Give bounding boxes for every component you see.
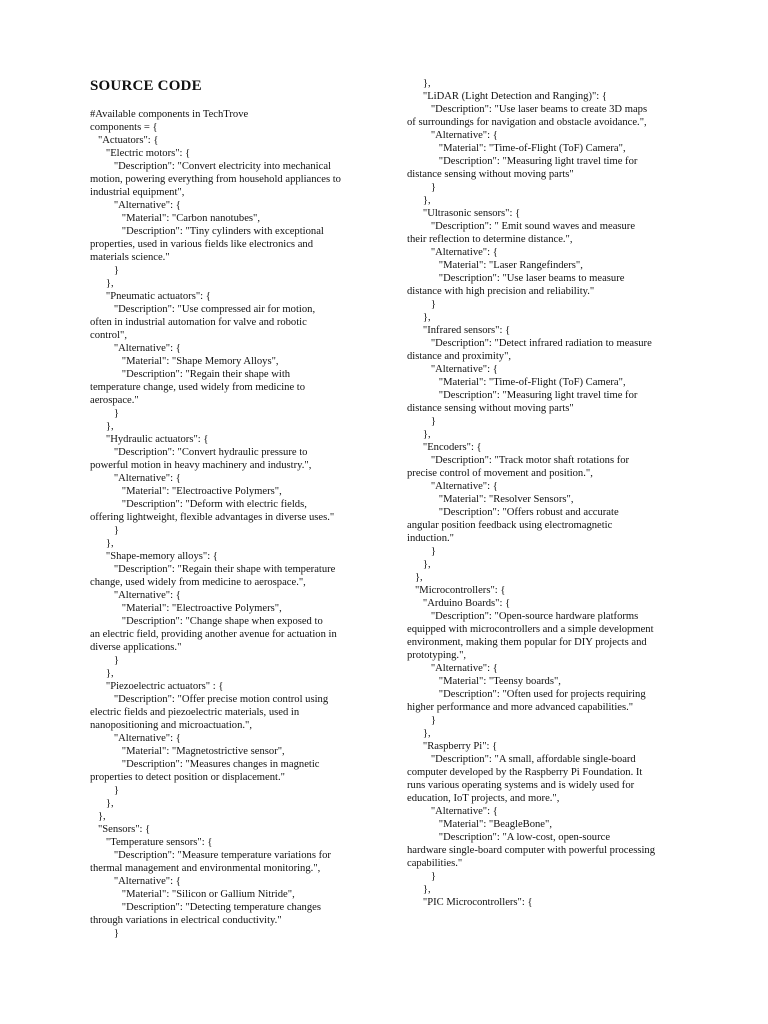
code-line: "Alternative": { bbox=[407, 364, 498, 375]
code-line: of surroundings for navigation and obstacle avoidance.", bbox=[407, 117, 647, 128]
code-line: }, bbox=[90, 278, 114, 289]
code-line: electric fields and piezoelectric materials, used in bbox=[90, 707, 300, 718]
code-line: "Description": "Change shape when exposed to bbox=[90, 616, 323, 627]
code-line: "Hydraulic actuators": { bbox=[90, 434, 209, 445]
code-line: "Description": "Measures changes in magnetic bbox=[90, 759, 320, 770]
right-code-block bbox=[407, 77, 655, 909]
code-line: environment, making them popular for DIY projects and bbox=[407, 637, 647, 648]
code-line: "Material": "Teensy boards", bbox=[407, 676, 561, 687]
code-line: "Material": "Time-of-Flight (ToF) Camera", bbox=[407, 377, 626, 388]
code-line: "Material": "BeagleBone", bbox=[407, 819, 552, 830]
code-line: prototyping.", bbox=[407, 650, 467, 661]
code-line: distance and proximity", bbox=[407, 351, 512, 362]
code-line: "Alternative": { bbox=[90, 733, 181, 744]
code-line: higher performance and more advanced capabilities." bbox=[407, 702, 634, 713]
code-line: } bbox=[90, 265, 119, 276]
code-line: "Description": "Detect infrared radiation to measure bbox=[407, 338, 652, 349]
code-line: "Alternative": { bbox=[407, 481, 498, 492]
code-line: "Arduino Boards": { bbox=[407, 598, 511, 609]
code-line: "Alternative": { bbox=[90, 473, 181, 484]
code-line: "Alternative": { bbox=[407, 247, 498, 258]
code-line: }, bbox=[407, 195, 431, 206]
code-line: }, bbox=[407, 429, 431, 440]
code-line: computer developed by the Raspberry Pi Foundation. It bbox=[407, 767, 643, 778]
code-line: }, bbox=[407, 884, 431, 895]
code-line: }, bbox=[90, 421, 114, 432]
code-line: } bbox=[407, 299, 436, 310]
code-line: #Available components in TechTrove bbox=[90, 109, 249, 120]
code-line: equipped with microcontrollers and a simple development bbox=[407, 624, 654, 635]
code-line: "Microcontrollers": { bbox=[407, 585, 506, 596]
code-line: temperature change, used widely from medicine to bbox=[90, 382, 306, 393]
code-line: distance sensing without moving parts" bbox=[407, 169, 574, 180]
code-line: "Description": "Use compressed air for motion, bbox=[90, 304, 316, 315]
code-line: "Alternative": { bbox=[90, 590, 181, 601]
code-line: } bbox=[407, 416, 436, 427]
code-line: "Material": "Electroactive Polymers", bbox=[90, 603, 282, 614]
code-line: "Shape-memory alloys": { bbox=[90, 551, 218, 562]
code-line: "Description": "Detecting temperature changes bbox=[90, 902, 321, 913]
code-line: "LiDAR (Light Detection and Ranging)": { bbox=[407, 91, 607, 102]
code-line: through variations in electrical conductivity." bbox=[90, 915, 282, 926]
code-line: "Description": "Measuring light travel time for bbox=[407, 156, 638, 167]
code-line: "Description": "Tiny cylinders with exceptional bbox=[90, 226, 324, 237]
page-title: SOURCE CODE bbox=[90, 78, 202, 94]
code-line: properties, used in various fields like electronics and bbox=[90, 239, 313, 250]
code-line: distance with high precision and reliability." bbox=[407, 286, 595, 297]
code-line: properties to detect position or displacement." bbox=[90, 772, 285, 783]
code-line: "Description": " Emit sound waves and measure bbox=[407, 221, 636, 232]
code-line: precise control of movement and position.", bbox=[407, 468, 593, 479]
code-line: "Description": "Deform with electric fields, bbox=[90, 499, 307, 510]
code-line: "Raspberry Pi": { bbox=[407, 741, 498, 752]
code-line: "Description": "Offers robust and accurate bbox=[407, 507, 619, 518]
code-line: } bbox=[407, 871, 436, 882]
code-line: }, bbox=[407, 572, 423, 583]
code-line: "Material": "Electroactive Polymers", bbox=[90, 486, 282, 497]
code-line: } bbox=[90, 785, 119, 796]
code-line: "Description": "Offer precise motion control using bbox=[90, 694, 329, 705]
code-line: }, bbox=[90, 668, 114, 679]
code-line: distance sensing without moving parts" bbox=[407, 403, 574, 414]
code-line: }, bbox=[90, 538, 114, 549]
code-line: } bbox=[407, 546, 436, 557]
code-line: "Alternative": { bbox=[407, 806, 498, 817]
code-line: "Material": "Laser Rangefinders", bbox=[407, 260, 583, 271]
code-line: "Ultrasonic sensors": { bbox=[407, 208, 521, 219]
code-line: "Alternative": { bbox=[90, 200, 181, 211]
code-line: "Actuators": { bbox=[90, 135, 159, 146]
code-line: "Electric motors": { bbox=[90, 148, 191, 159]
code-line: "Alternative": { bbox=[90, 343, 181, 354]
code-line: }, bbox=[407, 78, 431, 89]
code-line: "Description": "Regain their shape with temperature bbox=[90, 564, 336, 575]
code-line: thermal management and environmental monitoring.", bbox=[90, 863, 321, 874]
code-line: "Description": "Track motor shaft rotations for bbox=[407, 455, 630, 466]
code-line: "Material": "Shape Memory Alloys", bbox=[90, 356, 279, 367]
code-line: "Material": "Carbon nanotubes", bbox=[90, 213, 260, 224]
code-line: "Material": "Time-of-Flight (ToF) Camera", bbox=[407, 143, 626, 154]
code-line: } bbox=[407, 182, 436, 193]
code-line: "Alternative": { bbox=[407, 130, 498, 141]
code-line: control", bbox=[90, 330, 127, 341]
code-line: change, used widely from medicine to aerospace.", bbox=[90, 577, 306, 588]
code-line: diverse applications." bbox=[90, 642, 182, 653]
code-line: "Material": "Silicon or Gallium Nitride", bbox=[90, 889, 295, 900]
code-line: "Alternative": { bbox=[407, 663, 498, 674]
code-line: "Description": "Convert electricity into mechanical bbox=[90, 161, 331, 172]
code-line: } bbox=[90, 928, 119, 939]
code-line: "Temperature sensors": { bbox=[90, 837, 213, 848]
code-line: "Infrared sensors": { bbox=[407, 325, 511, 336]
code-line: "Description": "Measuring light travel time for bbox=[407, 390, 638, 401]
code-line: "Description": "Use laser beams to create 3D maps bbox=[407, 104, 648, 115]
code-line: hardware single-board computer with powerful processing bbox=[407, 845, 655, 856]
code-line: aerospace." bbox=[90, 395, 139, 406]
code-line: }, bbox=[407, 559, 431, 570]
code-line: components = { bbox=[90, 122, 158, 133]
code-line: "Alternative": { bbox=[90, 876, 181, 887]
code-line: industrial equipment", bbox=[90, 187, 185, 198]
code-line: "PIC Microcontrollers": { bbox=[407, 897, 533, 908]
code-line: powerful motion in heavy machinery and industry.", bbox=[90, 460, 312, 471]
code-line: their reflection to determine distance.", bbox=[407, 234, 573, 245]
code-line: induction." bbox=[407, 533, 454, 544]
code-line: "Piezoelectric actuators" : { bbox=[90, 681, 224, 692]
code-line: "Description": "A small, affordable single-board bbox=[407, 754, 636, 765]
code-line: "Material": "Magnetostrictive sensor", bbox=[90, 746, 285, 757]
code-line: "Description": "Use laser beams to measure bbox=[407, 273, 625, 284]
code-line: }, bbox=[407, 728, 431, 739]
code-line: offering lightweight, flexible advantages in diverse uses." bbox=[90, 512, 335, 523]
code-line: nanopositioning and microactuation.", bbox=[90, 720, 253, 731]
code-line: materials science." bbox=[90, 252, 170, 263]
code-line: "Material": "Resolver Sensors", bbox=[407, 494, 574, 505]
code-line: }, bbox=[90, 811, 106, 822]
code-line: "Pneumatic actuators": { bbox=[90, 291, 211, 302]
code-line: motion, powering everything from household appliances to bbox=[90, 174, 341, 185]
code-line: "Encoders": { bbox=[407, 442, 482, 453]
code-line: }, bbox=[407, 312, 431, 323]
code-line: "Description": "Convert hydraulic pressure to bbox=[90, 447, 308, 458]
code-line: }, bbox=[90, 798, 114, 809]
code-line: "Description": "Often used for projects requiring bbox=[407, 689, 646, 700]
code-line: an electric field, providing another avenue for actuation in bbox=[90, 629, 337, 640]
code-line: angular position feedback using electromagnetic bbox=[407, 520, 613, 531]
code-line: "Description": "A low-cost, open-source bbox=[407, 832, 611, 843]
code-line: "Description": "Open-source hardware platforms bbox=[407, 611, 639, 622]
code-line: often in industrial automation for valve and robotic bbox=[90, 317, 307, 328]
code-line: runs various operating systems and is widely used for bbox=[407, 780, 635, 791]
code-line: } bbox=[90, 525, 119, 536]
code-line: } bbox=[407, 715, 436, 726]
left-code-block bbox=[90, 108, 341, 940]
code-line: } bbox=[90, 655, 119, 666]
code-line: education, IoT projects, and more.", bbox=[407, 793, 560, 804]
code-line: "Description": "Regain their shape with bbox=[90, 369, 291, 380]
code-line: "Description": "Measure temperature variations for bbox=[90, 850, 331, 861]
code-line: capabilities." bbox=[407, 858, 463, 869]
code-line: "Sensors": { bbox=[90, 824, 151, 835]
code-line: } bbox=[90, 408, 119, 419]
